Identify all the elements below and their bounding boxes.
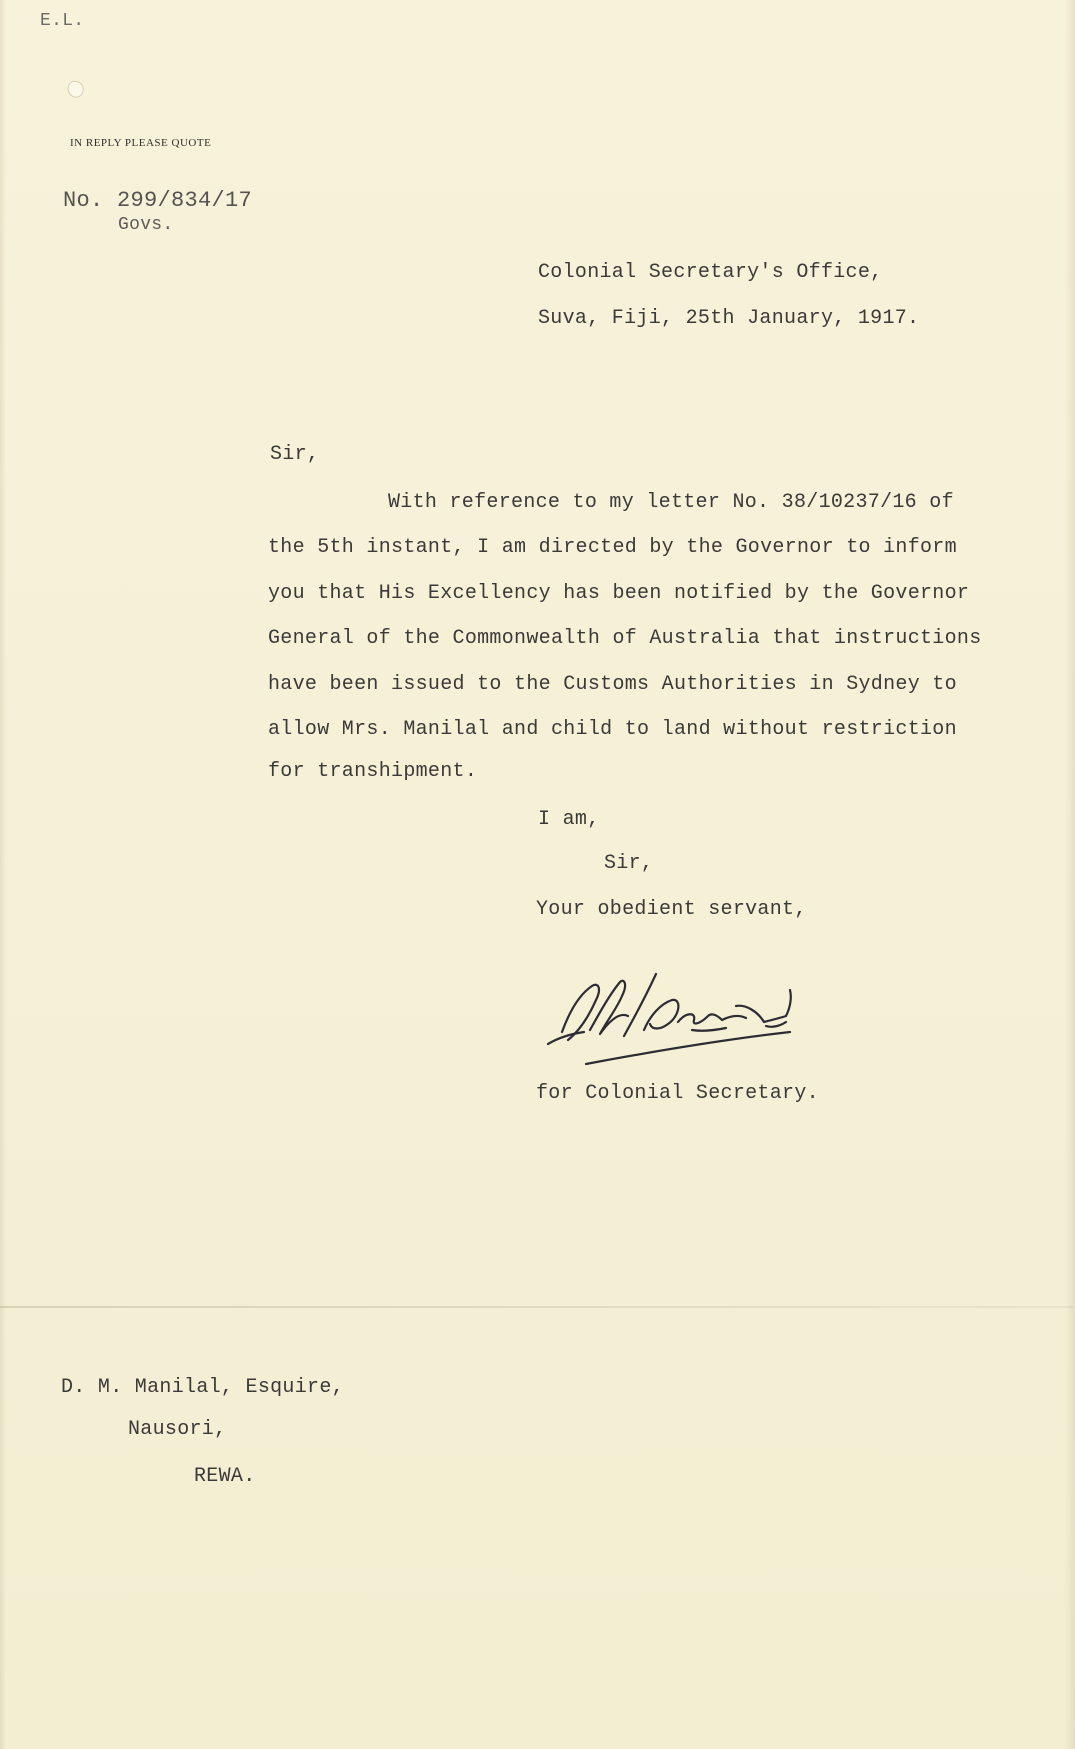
body-line: allow Mrs. Manilal and child to land without restriction [268, 718, 957, 741]
reference-department: Govs. [118, 215, 174, 235]
reference-number: No. 299/834/17 [63, 188, 253, 213]
reply-quote-label: IN REPLY PLEASE QUOTE [70, 137, 212, 149]
closing-line: Your obedient servant, [536, 898, 807, 921]
initials: E.L. [40, 11, 85, 31]
paper-edge-right [1065, 0, 1075, 1749]
body-line: have been issued to the Customs Authorities in Sydney to [268, 673, 957, 696]
place-date-line: Suva, Fiji, 25th January, 1917. [538, 307, 920, 330]
closing-line: I am, [538, 808, 600, 831]
salutation: Sir, [270, 443, 320, 466]
handwritten-signature [540, 960, 840, 1075]
office-line: Colonial Secretary's Office, [538, 261, 883, 284]
addressee-district: REWA. [194, 1465, 256, 1488]
body-line: the 5th instant, I am directed by the Governor to inform [268, 536, 957, 559]
paper-edge-left [0, 0, 6, 1749]
punch-hole-icon [64, 78, 88, 100]
body-line: With reference to my letter No. 38/10237/16 of [388, 491, 954, 514]
body-line: General of the Commonwealth of Australia that instructions [268, 627, 982, 650]
signature-caption: for Colonial Secretary. [536, 1082, 819, 1105]
paper-fold-line [0, 1306, 1075, 1308]
addressee-town: Nausori, [128, 1418, 227, 1441]
body-line: you that His Excellency has been notified by the Governor [268, 582, 970, 605]
addressee-name: D. M. Manilal, Esquire, [61, 1376, 344, 1399]
body-line: for transhipment. [268, 760, 478, 783]
closing-line: Sir, [604, 852, 654, 875]
